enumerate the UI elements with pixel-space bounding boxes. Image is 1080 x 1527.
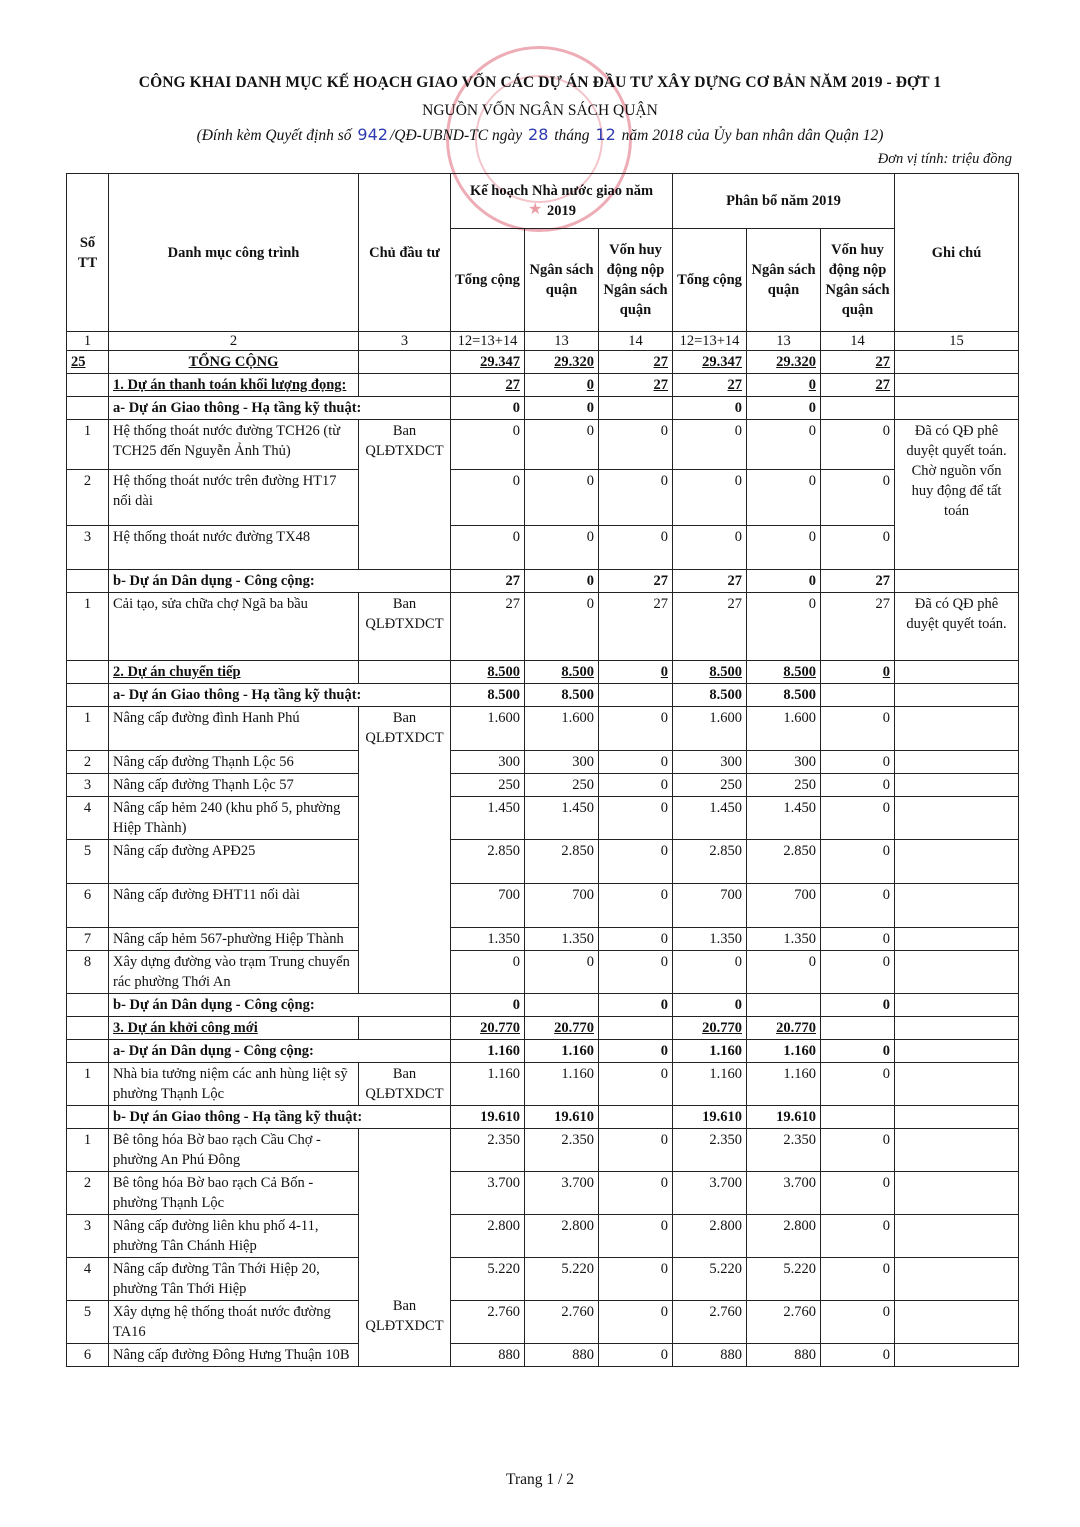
table-row: [67, 1172, 1019, 1215]
table-row: [67, 1215, 1019, 1258]
value-cell: 0: [599, 994, 673, 1017]
value-cell: 0: [821, 526, 895, 570]
value-cell: 0: [599, 884, 673, 928]
row-name: Nâng cấp đường APĐ25: [109, 840, 359, 884]
row-name: Nâng cấp đường đình Hanh Phú: [109, 707, 359, 751]
value-cell: 20.770: [525, 1017, 599, 1040]
header-alloc-budget: Ngân sách quận: [747, 229, 821, 332]
attach-prefix: (Đính kèm Quyết định số: [196, 127, 352, 144]
value-cell: 0: [673, 526, 747, 570]
unit-label: Đơn vị tính: triệu đồng: [877, 151, 1012, 167]
row-stt: 7: [67, 928, 109, 951]
value-cell: 0: [599, 840, 673, 884]
subsection-row: [67, 397, 1019, 420]
value-cell: 0: [821, 707, 895, 751]
value-cell: 27: [451, 593, 525, 661]
value-cell: 1.600: [451, 707, 525, 751]
row-name: Nâng cấp đường liên khu phố 4-11, phường Tân Chánh Hiệp: [109, 1215, 359, 1258]
value-cell: 0: [599, 1215, 673, 1258]
value-cell: 0: [821, 1344, 895, 1367]
value-cell: 20.770: [451, 1017, 525, 1040]
subsection-name: a- Dự án Dân dụng - Công cộng:: [109, 1040, 451, 1063]
value-cell: 0: [747, 593, 821, 661]
subsection-row: [67, 684, 1019, 707]
row-owner: Ban QLĐTXDCT: [359, 420, 451, 570]
value-cell: 0: [673, 951, 747, 994]
table-row: [67, 840, 1019, 884]
value-cell: 1.600: [747, 707, 821, 751]
value-cell: 0: [525, 470, 599, 526]
value-cell: [599, 397, 673, 420]
value-cell: 0: [525, 951, 599, 994]
value-cell: 0: [525, 420, 599, 470]
col-number: 13: [525, 332, 599, 351]
value-cell: 5.220: [747, 1258, 821, 1301]
row-stt: 1: [67, 593, 109, 661]
value-cell: 0: [821, 884, 895, 928]
row-name: Nâng cấp đường Thạnh Lộc 57: [109, 774, 359, 797]
row-note: Đã có QĐ phê duyệt quyết toán. Chờ nguồn vốn huy động để tất toán: [895, 420, 1019, 570]
value-cell: 29.347: [673, 351, 747, 374]
value-cell: 8.500: [525, 684, 599, 707]
row-stt: 1: [67, 1129, 109, 1172]
section-row: [67, 1017, 1019, 1040]
attach-suffix: năm 2018 của Ủy ban nhân dân Quận 12): [621, 127, 884, 144]
section-row: [67, 374, 1019, 397]
subsection-row: [67, 1106, 1019, 1129]
value-cell: 2.760: [451, 1301, 525, 1344]
value-cell: 8.500: [747, 661, 821, 684]
value-cell: 0: [599, 751, 673, 774]
value-cell: 1.600: [673, 707, 747, 751]
value-cell: 880: [747, 1344, 821, 1367]
value-cell: 2.760: [673, 1301, 747, 1344]
value-cell: 1.160: [747, 1063, 821, 1106]
row-stt: 3: [67, 774, 109, 797]
value-cell: 2.800: [747, 1215, 821, 1258]
table-row: [67, 884, 1019, 928]
value-cell: 29.347: [451, 351, 525, 374]
value-cell: 1.450: [525, 797, 599, 840]
header-stt: Số TT: [67, 174, 109, 332]
row-name: Nâng cấp đường Tân Thới Hiệp 20, phường Tân Thới Hiệp: [109, 1258, 359, 1301]
row-name: Cải tạo, sửa chữa chợ Ngã ba bầu: [109, 593, 359, 661]
value-cell: 0: [599, 1301, 673, 1344]
value-cell: 2.850: [451, 840, 525, 884]
header-project-name: Danh mục công trình: [109, 174, 359, 332]
value-cell: 1.160: [673, 1063, 747, 1106]
value-cell: 0: [599, 707, 673, 751]
value-cell: 0: [599, 797, 673, 840]
value-cell: 5.220: [525, 1258, 599, 1301]
header-plan-budget: Ngân sách quận: [525, 229, 599, 332]
value-cell: 3.700: [451, 1172, 525, 1215]
value-cell: 1.160: [525, 1063, 599, 1106]
value-cell: 0: [525, 526, 599, 570]
value-cell: 5.220: [451, 1258, 525, 1301]
value-cell: 1.350: [525, 928, 599, 951]
value-cell: 0: [747, 526, 821, 570]
section-name: 3. Dự án khởi công mới: [109, 1017, 359, 1040]
value-cell: 0: [821, 1258, 895, 1301]
row-name: Nâng cấp hẻm 240 (khu phố 5, phường Hiệp Thành): [109, 797, 359, 840]
value-cell: 1.350: [451, 928, 525, 951]
value-cell: 8.500: [451, 661, 525, 684]
value-cell: 300: [747, 751, 821, 774]
value-cell: 1.350: [747, 928, 821, 951]
row-stt: 5: [67, 1301, 109, 1344]
value-cell: [821, 1106, 895, 1129]
subsection-row: [67, 994, 1019, 1017]
row-stt: 1: [67, 1063, 109, 1106]
value-cell: 0: [747, 420, 821, 470]
subsection-name: a- Dự án Giao thông - Hạ tầng kỹ thuật:: [109, 684, 451, 707]
row-stt: 2: [67, 1172, 109, 1215]
row-stt: 3: [67, 526, 109, 570]
subsection-name: b- Dự án Dân dụng - Công cộng:: [109, 570, 451, 593]
value-cell: 1.160: [451, 1040, 525, 1063]
project-allocation-table: [66, 173, 1019, 1367]
value-cell: 27: [451, 570, 525, 593]
value-cell: 0: [673, 397, 747, 420]
value-cell: 0: [599, 1344, 673, 1367]
value-cell: 2.350: [747, 1129, 821, 1172]
row-stt: 4: [67, 797, 109, 840]
header-alloc-mobilized: Vốn huy động nộp Ngân sách quận: [821, 229, 895, 332]
value-cell: 2.800: [451, 1215, 525, 1258]
value-cell: 2.850: [525, 840, 599, 884]
grand-total-row: [67, 351, 1019, 374]
value-cell: 1.450: [451, 797, 525, 840]
value-cell: 250: [451, 774, 525, 797]
col-number: 3: [359, 332, 451, 351]
value-cell: 0: [821, 1215, 895, 1258]
value-cell: 0: [599, 1172, 673, 1215]
value-cell: 3.700: [525, 1172, 599, 1215]
value-cell: 19.610: [673, 1106, 747, 1129]
value-cell: 19.610: [525, 1106, 599, 1129]
row-note: Đã có QĐ phê duyệt quyết toán.: [895, 593, 1019, 661]
row-stt: 5: [67, 840, 109, 884]
value-cell: 880: [673, 1344, 747, 1367]
row-stt: 6: [67, 884, 109, 928]
header-plan-mobilized: Vốn huy động nộp Ngân sách quận: [599, 229, 673, 332]
value-cell: 27: [599, 593, 673, 661]
handwritten-day: 28: [528, 125, 549, 144]
value-cell: [525, 994, 599, 1017]
value-cell: 27: [821, 351, 895, 374]
value-cell: 0: [821, 751, 895, 774]
value-cell: 1.160: [673, 1040, 747, 1063]
col-number: 12=13+14: [673, 332, 747, 351]
section-row: [67, 661, 1019, 684]
value-cell: [821, 1017, 895, 1040]
value-cell: 27: [599, 570, 673, 593]
table-row: [67, 526, 1019, 570]
col-number: 13: [747, 332, 821, 351]
value-cell: 0: [673, 420, 747, 470]
value-cell: 0: [821, 1301, 895, 1344]
value-cell: 27: [599, 374, 673, 397]
value-cell: 0: [599, 470, 673, 526]
section-name: 2. Dự án chuyển tiếp: [109, 661, 359, 684]
value-cell: 250: [673, 774, 747, 797]
table-row: [67, 1344, 1019, 1367]
value-cell: 27: [821, 570, 895, 593]
value-cell: 2.850: [747, 840, 821, 884]
value-cell: 0: [747, 570, 821, 593]
handwritten-month: 12: [595, 125, 616, 144]
column-number-row: [67, 332, 1019, 351]
row-name: Hệ thống thoát nước đường TCH26 (từ TCH25 đến Nguyễn Ảnh Thủ): [109, 420, 359, 470]
value-cell: 0: [821, 470, 895, 526]
table-row: [67, 797, 1019, 840]
value-cell: 3.700: [673, 1172, 747, 1215]
value-cell: 2.760: [747, 1301, 821, 1344]
value-cell: 8.500: [451, 684, 525, 707]
value-cell: 0: [599, 1063, 673, 1106]
row-name: Nâng cấp đường ĐHT11 nối dài: [109, 884, 359, 928]
header-plan-total: Tổng cộng: [451, 229, 525, 332]
value-cell: 19.610: [747, 1106, 821, 1129]
value-cell: 0: [599, 951, 673, 994]
value-cell: 700: [673, 884, 747, 928]
row-name: Nâng cấp hẻm 567-phường Hiệp Thành: [109, 928, 359, 951]
value-cell: 0: [451, 994, 525, 1017]
value-cell: 0: [525, 397, 599, 420]
col-number: 15: [895, 332, 1019, 351]
value-cell: 300: [673, 751, 747, 774]
value-cell: [821, 684, 895, 707]
table-row: [67, 420, 1019, 470]
value-cell: 0: [525, 374, 599, 397]
subsection-name: b- Dự án Dân dụng - Công cộng:: [109, 994, 451, 1017]
value-cell: 250: [525, 774, 599, 797]
row-name: Xây dựng đường vào trạm Trung chuyển rác phường Thới An: [109, 951, 359, 994]
value-cell: 0: [821, 420, 895, 470]
value-cell: 0: [599, 661, 673, 684]
value-cell: 0: [599, 1040, 673, 1063]
handwritten-decision-number: 942: [357, 125, 388, 144]
value-cell: 0: [525, 570, 599, 593]
value-cell: 880: [451, 1344, 525, 1367]
row-stt: 6: [67, 1344, 109, 1367]
value-cell: 0: [599, 1129, 673, 1172]
value-cell: 2.850: [673, 840, 747, 884]
value-cell: [599, 1017, 673, 1040]
value-cell: [747, 994, 821, 1017]
value-cell: 8.500: [673, 684, 747, 707]
value-cell: 0: [525, 593, 599, 661]
header-owner: Chủ đầu tư: [359, 174, 451, 332]
value-cell: 20.770: [673, 1017, 747, 1040]
row-stt: 3: [67, 1215, 109, 1258]
value-cell: 0: [821, 840, 895, 884]
value-cell: 700: [747, 884, 821, 928]
row-name: Nhà bia tưởng niệm các anh hùng liệt sỹ phường Thạnh Lộc: [109, 1063, 359, 1106]
row-owner: Ban QLĐTXDCT: [359, 1129, 451, 1367]
value-cell: 2.350: [525, 1129, 599, 1172]
table-row: [67, 928, 1019, 951]
row-name: Nâng cấp đường Đông Hưng Thuận 10B: [109, 1344, 359, 1367]
table-row: [67, 470, 1019, 526]
value-cell: 0: [747, 470, 821, 526]
value-cell: 0: [821, 774, 895, 797]
value-cell: 1.160: [747, 1040, 821, 1063]
table-row: [67, 774, 1019, 797]
table-row: [67, 1301, 1019, 1344]
subsection-name: b- Dự án Giao thông - Hạ tầng kỹ thuật:: [109, 1106, 451, 1129]
table-row: [67, 1129, 1019, 1172]
header-allocation-group: Phân bổ năm 2019: [673, 174, 895, 229]
value-cell: 20.770: [747, 1017, 821, 1040]
table-row: [67, 1258, 1019, 1301]
row-name: Bê tông hóa Bờ bao rạch Cả Bốn - phường Thạnh Lộc: [109, 1172, 359, 1215]
value-cell: 0: [821, 1129, 895, 1172]
subsection-row: [67, 1040, 1019, 1063]
value-cell: 0: [451, 470, 525, 526]
value-cell: 2.800: [525, 1215, 599, 1258]
value-cell: 8.500: [673, 661, 747, 684]
value-cell: 0: [747, 374, 821, 397]
value-cell: 0: [599, 774, 673, 797]
value-cell: [599, 684, 673, 707]
value-cell: 29.320: [747, 351, 821, 374]
row-name: Hệ thống thoát nước trên đường HT17 nối dài: [109, 470, 359, 526]
row-name: Xây dựng hệ thống thoát nước đường TA16: [109, 1301, 359, 1344]
value-cell: 0: [451, 526, 525, 570]
value-cell: 27: [673, 374, 747, 397]
value-cell: [821, 397, 895, 420]
value-cell: 27: [821, 374, 895, 397]
value-cell: 0: [673, 470, 747, 526]
value-cell: 19.610: [451, 1106, 525, 1129]
subsection-row: [67, 570, 1019, 593]
value-cell: 700: [451, 884, 525, 928]
value-cell: 0: [747, 951, 821, 994]
value-cell: 3.700: [747, 1172, 821, 1215]
value-cell: 1.350: [673, 928, 747, 951]
value-cell: 8.500: [525, 661, 599, 684]
value-cell: 700: [525, 884, 599, 928]
row-owner: Ban QLĐTXDCT: [359, 593, 451, 661]
value-cell: 250: [747, 774, 821, 797]
header-plan-group: Kế hoạch Nhà nước giao năm 2019: [451, 174, 673, 229]
value-cell: 0: [821, 1172, 895, 1215]
col-number: 2: [109, 332, 359, 351]
value-cell: 2.800: [673, 1215, 747, 1258]
attach-decision-code: /QĐ-UBND-TC ngày: [389, 127, 523, 144]
row-name: Nâng cấp đường Thạnh Lộc 56: [109, 751, 359, 774]
value-cell: 27: [599, 351, 673, 374]
row-name: Hệ thống thoát nước đường TX48: [109, 526, 359, 570]
value-cell: 0: [451, 951, 525, 994]
value-cell: 1.160: [525, 1040, 599, 1063]
value-cell: 2.760: [525, 1301, 599, 1344]
col-number: 12=13+14: [451, 332, 525, 351]
value-cell: 0: [821, 951, 895, 994]
value-cell: 2.350: [451, 1129, 525, 1172]
document-title: CÔNG KHAI DANH MỤC KẾ HOẠCH GIAO VỐN CÁC DỰ ÁN ĐẦU TƯ XÂY DỰNG CƠ BẢN NĂM 2019 - ĐỢT 1: [138, 74, 942, 91]
table-row: [67, 1063, 1019, 1106]
value-cell: 0: [821, 1040, 895, 1063]
value-cell: 5.220: [673, 1258, 747, 1301]
table-row: [67, 951, 1019, 994]
value-cell: 0: [821, 797, 895, 840]
value-cell: 300: [451, 751, 525, 774]
value-cell: 27: [821, 593, 895, 661]
value-cell: 0: [451, 397, 525, 420]
value-cell: 0: [747, 397, 821, 420]
row-name: Bê tông hóa Bờ bao rạch Cầu Chợ - phường An Phú Đông: [109, 1129, 359, 1172]
row-stt: 25: [67, 351, 109, 374]
value-cell: 880: [525, 1344, 599, 1367]
header-alloc-total: Tổng cộng: [673, 229, 747, 332]
row-stt: 8: [67, 951, 109, 994]
table-row: [67, 751, 1019, 774]
value-cell: 0: [821, 928, 895, 951]
row-owner: [359, 351, 451, 374]
value-cell: [599, 1106, 673, 1129]
col-number: 1: [67, 332, 109, 351]
attach-month-word: tháng: [554, 127, 590, 144]
document-subtitle: NGUỒN VỐN NGÂN SÁCH QUẬN: [422, 102, 658, 119]
row-stt: 2: [67, 470, 109, 526]
table-row: [67, 593, 1019, 661]
col-number: 14: [599, 332, 673, 351]
value-cell: 1.450: [747, 797, 821, 840]
value-cell: 300: [525, 751, 599, 774]
row-stt: 1: [67, 707, 109, 751]
value-cell: 0: [451, 420, 525, 470]
value-cell: 0: [673, 994, 747, 1017]
value-cell: 1.600: [525, 707, 599, 751]
value-cell: 0: [599, 526, 673, 570]
table-row: [67, 707, 1019, 751]
value-cell: 0: [821, 994, 895, 1017]
col-number: 14: [821, 332, 895, 351]
row-note: [895, 351, 1019, 374]
row-owner: Ban QLĐTXDCT: [359, 1063, 451, 1106]
value-cell: 29.320: [525, 351, 599, 374]
value-cell: 27: [673, 593, 747, 661]
value-cell: 8.500: [747, 684, 821, 707]
page-number: Trang 1 / 2: [506, 1471, 574, 1488]
value-cell: 0: [821, 661, 895, 684]
value-cell: 0: [599, 928, 673, 951]
row-name: TỔNG CỘNG: [109, 351, 359, 374]
value-cell: 0: [821, 1063, 895, 1106]
row-stt: 4: [67, 1258, 109, 1301]
value-cell: 0: [599, 1258, 673, 1301]
section-name: 1. Dự án thanh toán khối lượng đọng:: [109, 374, 359, 397]
value-cell: 27: [673, 570, 747, 593]
row-stt: 2: [67, 751, 109, 774]
value-cell: 0: [599, 420, 673, 470]
header-note: Ghi chú: [895, 174, 1019, 332]
value-cell: 1.160: [451, 1063, 525, 1106]
subsection-name: a- Dự án Giao thông - Hạ tầng kỹ thuật:: [109, 397, 451, 420]
seal-star-icon: ★: [528, 199, 543, 218]
value-cell: 2.350: [673, 1129, 747, 1172]
row-owner: Ban QLĐTXDCT: [359, 707, 451, 994]
attachment-note: [0, 125, 1080, 145]
row-stt: 1: [67, 420, 109, 470]
value-cell: 1.450: [673, 797, 747, 840]
value-cell: 27: [451, 374, 525, 397]
